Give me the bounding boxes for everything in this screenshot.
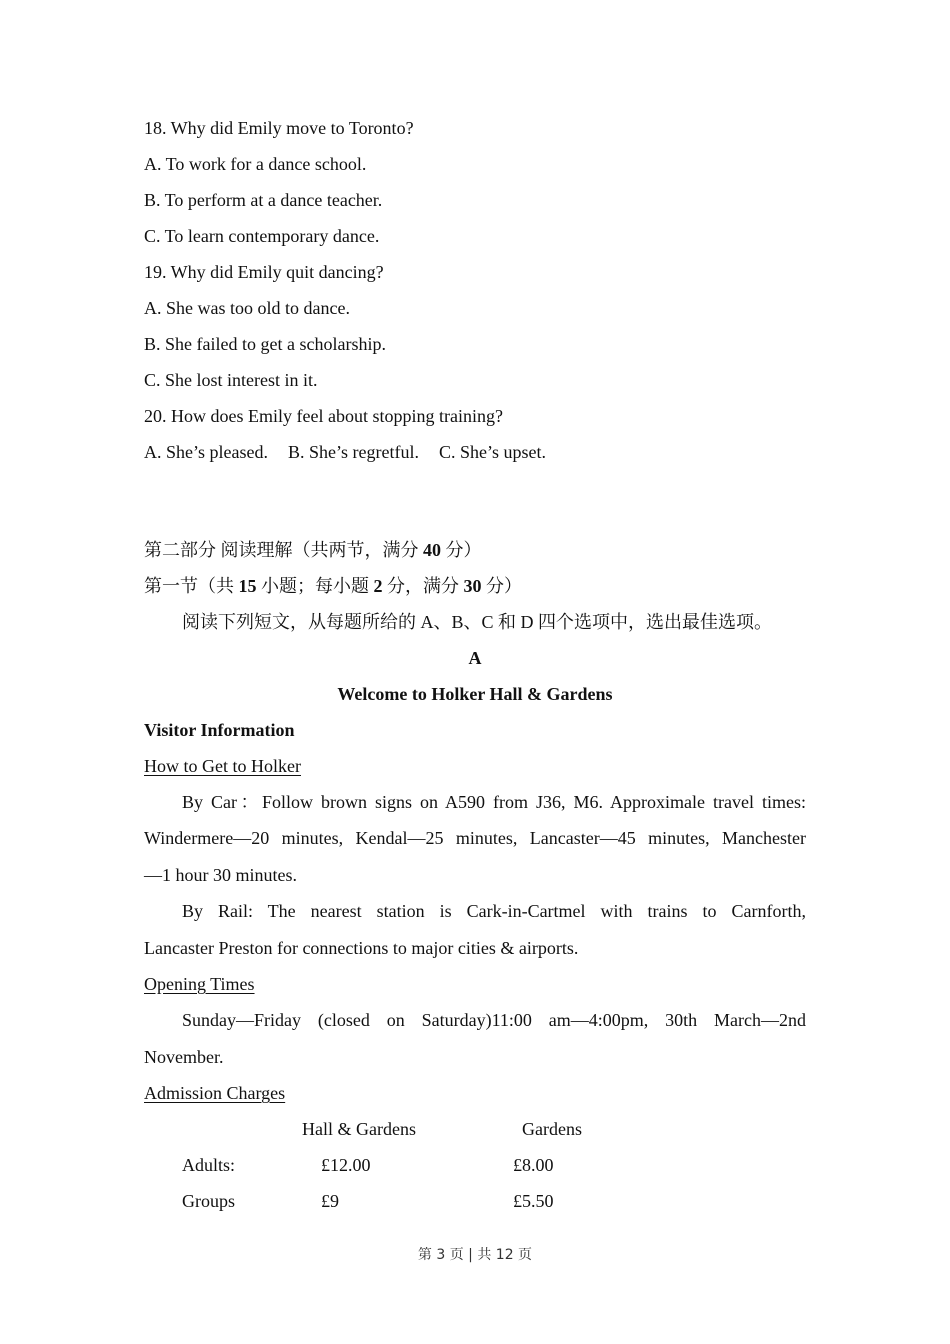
by-rail-line-2: Lancaster Preston for connections to major cities & airports.	[144, 938, 579, 958]
question-stem: 19. Why did Emily quit dancing?	[144, 262, 384, 282]
question-stem: 20. How does Emily feel about stopping training?	[144, 406, 503, 426]
hall-price: £12.00	[321, 1155, 371, 1175]
page-footer: 第 3 页 | 共 12 页	[417, 1247, 533, 1263]
option-b: B. She’s regretful.	[287, 442, 419, 462]
opening-times-line-1: Sunday—Friday (closed on Saturday)11:00 am—4:00pm, 30th March—2nd	[182, 1010, 806, 1030]
part2-heading: 第二部分 阅读理解（共两节，满分 40 分）	[144, 540, 482, 560]
column-header-hall-gardens: Hall & Gardens	[302, 1119, 416, 1139]
option-a: A. She’s pleased.	[144, 442, 268, 462]
option-c: C. She’s upset.	[438, 442, 546, 462]
by-car-line-1: By Car：Follow brown signs on A590 from J36, M6. Approximale travel times:	[182, 792, 806, 812]
opening-times-heading: Opening Times	[144, 974, 255, 994]
gardens-price: £5.50	[513, 1191, 554, 1211]
how-to-get-heading: How to Get to Holker	[144, 756, 301, 776]
column-header-gardens: Gardens	[522, 1119, 582, 1139]
passage-label: A	[468, 648, 482, 668]
option-a: A. She was too old to dance.	[144, 298, 350, 318]
opening-times-line-2: November.	[144, 1047, 224, 1067]
section1-heading: 第一节（共 15 小题；每小题 2 分，满分 30 分）	[144, 576, 522, 596]
by-car-line-3: —1 hour 30 minutes.	[144, 865, 297, 885]
hall-price: £9	[321, 1191, 339, 1211]
row-label: Groups	[182, 1191, 235, 1211]
visitor-info-heading: Visitor Information	[144, 720, 295, 740]
passage-title: Welcome to Holker Hall & Gardens	[337, 684, 613, 704]
admission-heading: Admission Charges	[144, 1083, 286, 1103]
options-row	[144, 440, 546, 464]
by-rail-line-1: By Rail: The nearest station is Cark-in-Cartmel with trains to Carnforth,	[182, 901, 806, 921]
option-b: B. She failed to get a scholarship.	[144, 334, 386, 354]
option-a: A. To work for a dance school.	[144, 154, 367, 174]
option-c: C. To learn contemporary dance.	[144, 226, 380, 246]
by-car-line-2: Windermere—20 minutes, Kendal—25 minutes, Lancaster—45 minutes, Manchester	[144, 828, 806, 848]
option-c: C. She lost interest in it.	[144, 370, 318, 390]
question-stem: 18. Why did Emily move to Toronto?	[144, 118, 414, 138]
row-label: Adults:	[182, 1155, 236, 1175]
option-b: B. To perform at a dance teacher.	[144, 190, 383, 210]
gardens-price: £8.00	[513, 1155, 554, 1175]
instruction: 阅读下列短文，从每题所给的 A、B、C 和 D 四个选项中，选出最佳选项。	[182, 612, 773, 632]
